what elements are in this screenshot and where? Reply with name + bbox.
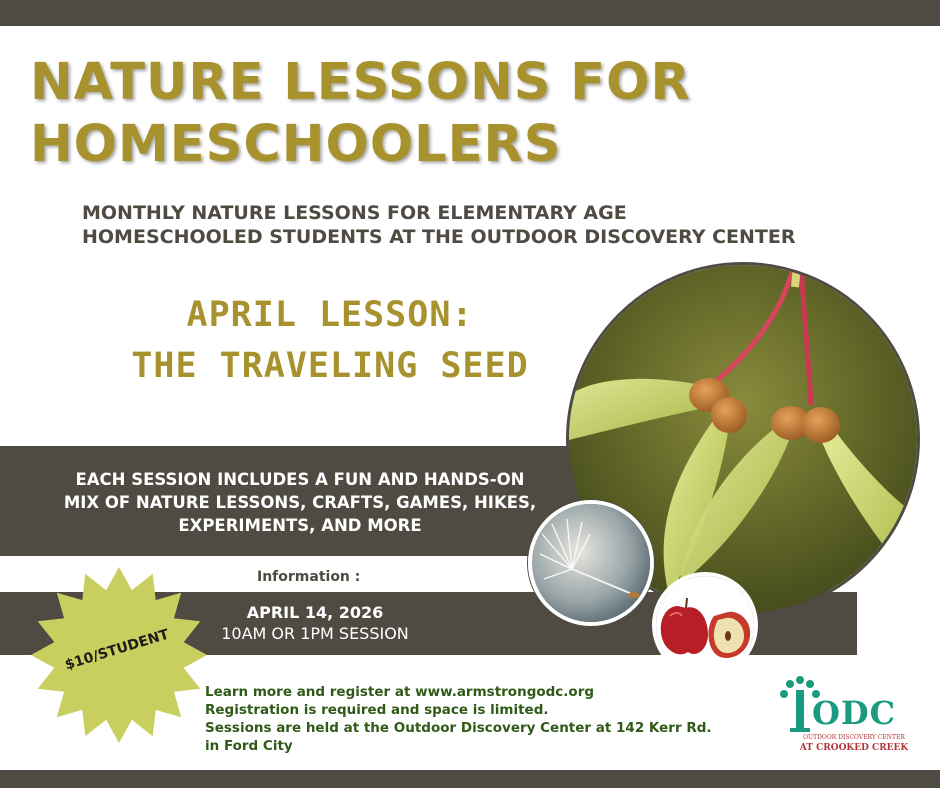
title-line-1: NATURE LESSONS FOR xyxy=(30,53,691,112)
page-title xyxy=(30,52,691,176)
details-line-3: Sessions are held at the Outdoor Discovery Center at 142 Kerr Rd. xyxy=(205,720,712,736)
session-line-1: EACH SESSION INCLUDES A FUN AND HANDS-ON xyxy=(75,470,525,489)
session-line-3: EXPERIMENTS, AND MORE xyxy=(178,516,422,535)
details-line-1: Learn more and register at www.armstrongodc.org xyxy=(205,684,595,700)
top-bar xyxy=(0,0,940,26)
dandelion-illustration xyxy=(532,504,650,622)
lesson-line-2: THE TRAVELING SEED xyxy=(131,346,529,386)
dandelion-seed-photo xyxy=(528,500,654,626)
logo-subtitle-2: AT CROOKED CREEK xyxy=(799,743,909,753)
logo-subtitle-1: OUTDOOR DISCOVERY CENTER xyxy=(803,734,905,741)
session-description xyxy=(20,468,580,537)
subtitle-line-2: HOMESCHOOLED STUDENTS AT THE OUTDOOR DISCOVERY CENTER xyxy=(82,226,796,248)
apple-photo xyxy=(652,572,758,678)
bottom-bar xyxy=(0,770,940,788)
title-line-2: HOMESCHOOLERS xyxy=(30,115,562,174)
information-label: Information : xyxy=(257,569,361,585)
session-times: 10AM OR 1PM SESSION xyxy=(221,624,409,643)
event-date: APRIL 14, 2026 xyxy=(246,603,384,622)
subtitle-line-1: MONTHLY NATURE LESSONS FOR ELEMENTARY AGE xyxy=(82,202,627,224)
apple-illustration xyxy=(656,576,754,674)
details-line-4: in Ford City xyxy=(205,738,293,754)
logo-name: ODC xyxy=(812,694,897,732)
details-line-2: Registration is required and space is limited. xyxy=(205,702,549,718)
lesson-title xyxy=(60,290,600,392)
registration-details xyxy=(205,683,765,755)
price-label: $10/STUDENT xyxy=(63,626,171,674)
lesson-line-1: APRIL LESSON: xyxy=(186,295,474,335)
subtitle xyxy=(82,201,922,249)
session-line-2: MIX OF NATURE LESSONS, CRAFTS, GAMES, HIKES, xyxy=(63,493,537,512)
